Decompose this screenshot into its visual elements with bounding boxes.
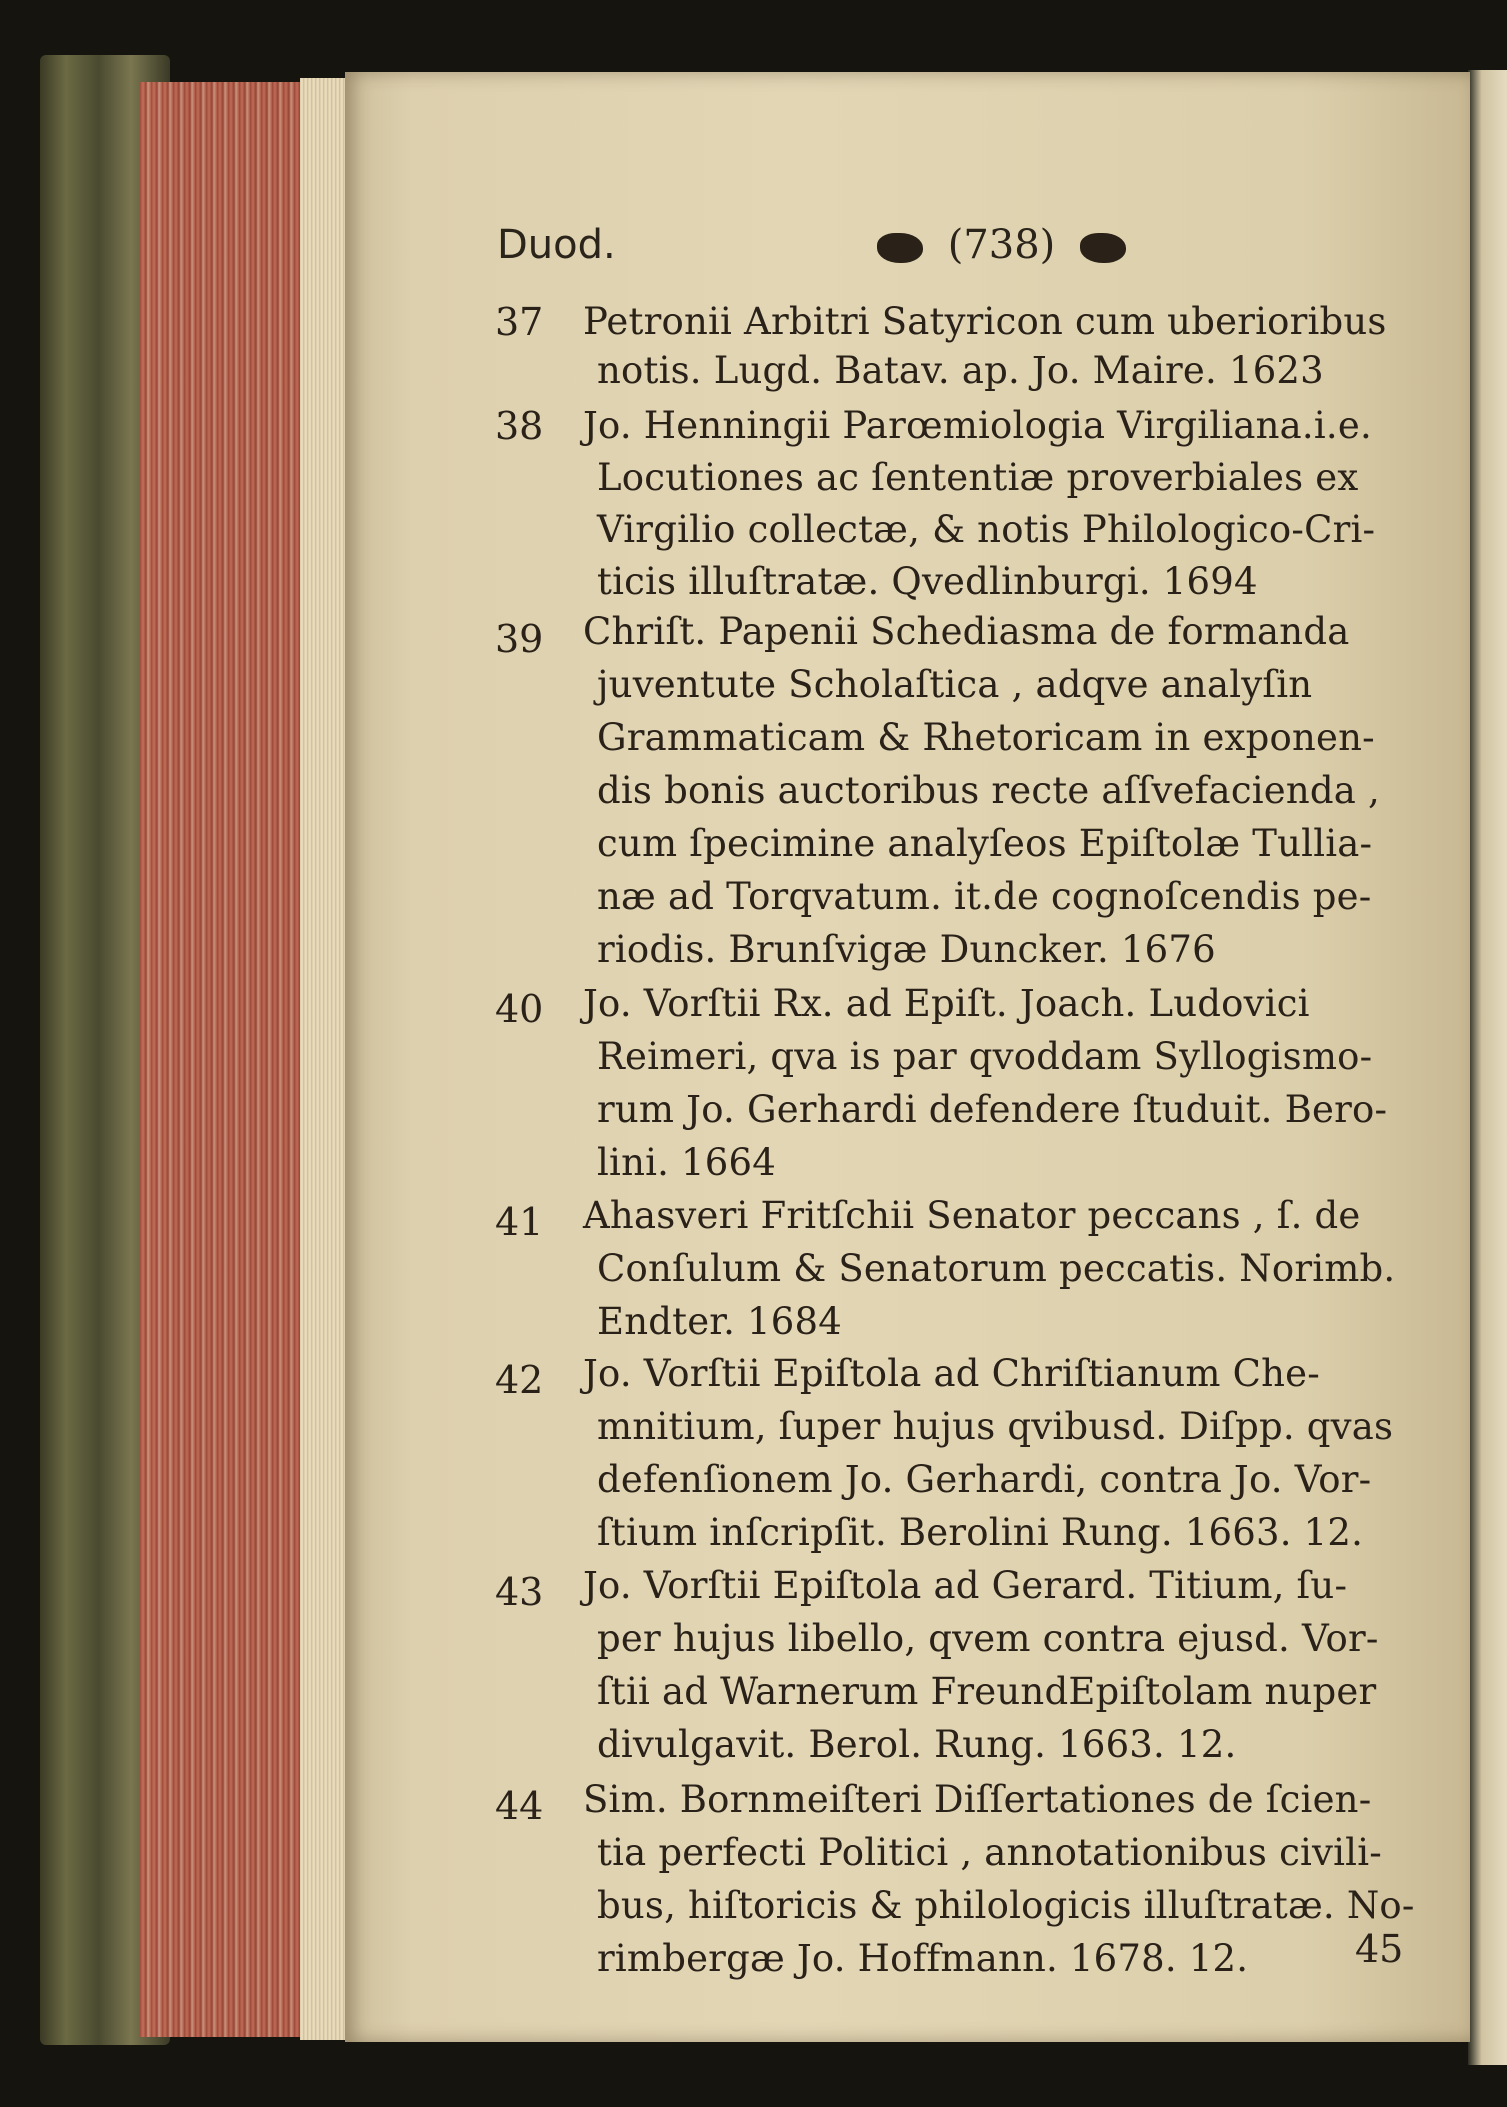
section-label: Duod. (497, 222, 616, 268)
entry-line: næ ad Torqvatum. it.de cognoſcendis pe- (597, 875, 1372, 918)
entry-line: bus, hiſtoricis & philologicis illuſtratæ. No- (597, 1884, 1415, 1927)
entry-line: Ahasveri Fritſchii Senator peccans , ſ. de (583, 1194, 1361, 1237)
entry-number: 43 (495, 1570, 544, 1614)
facing-page-edge (1468, 70, 1507, 2065)
book-page (345, 72, 1470, 2042)
entry-line: lini. 1664 (597, 1141, 777, 1184)
entry-line: Virgilio collectæ, & notis Philologico-Cri- (597, 508, 1376, 551)
entry-line: rimbergæ Jo. Hoffmann. 1678. 12. (597, 1937, 1249, 1980)
entry-line: ticis illuſtratæ. Qvedlinburgi. 1694 (597, 560, 1258, 603)
entry-number: 37 (495, 300, 544, 344)
entry-line: Chriſt. Papenii Schediasma de formanda (583, 610, 1350, 653)
entry-line: Petronii Arbitri Satyricon cum uberioribus (583, 300, 1387, 343)
entry-line: ſtii ad Warnerum FreundEpiſtolam nuper (597, 1670, 1377, 1713)
entry-number: 44 (495, 1784, 544, 1828)
entry-line: dis bonis auctoribus recte aſſvefacienda , (597, 769, 1380, 812)
entry-line: per hujus libello, qvem contra ejusd. Vor- (597, 1617, 1379, 1660)
page-edges-inner (300, 78, 348, 2040)
entry-line: notis. Lugd. Batav. ap. Jo. Maire. 1623 (597, 349, 1324, 392)
entry-line: Conſulum & Senatorum peccatis. Norimb. (597, 1247, 1396, 1290)
entry-line: divulgavit. Berol. Rung. 1663. 12. (597, 1723, 1237, 1766)
entry-line: Sim. Bornmeiſteri Diſſertationes de ſcien- (583, 1778, 1372, 1821)
entry-number: 38 (495, 404, 544, 448)
entry-line: Endter. 1684 (597, 1300, 842, 1343)
entry-line: ſtium inſcripſit. Berolini Rung. 1663. 12. (597, 1511, 1364, 1554)
entry-line: Reimeri, qva is par qvoddam Syllogismo- (597, 1035, 1373, 1078)
entry-line: cum ſpecimine analyſeos Epiſtolæ Tullia- (597, 822, 1373, 865)
entry-number: 41 (495, 1200, 544, 1244)
entry-line: Jo. Vorſtii Epiſtola ad Chriſtianum Che- (583, 1352, 1320, 1395)
entry-number: 42 (495, 1358, 544, 1402)
entry-line: Locutiones ac ſententiæ proverbiales ex (597, 456, 1359, 499)
entry-line: tia perfecti Politici , annotationibus civili- (597, 1831, 1382, 1874)
catalog-entries (345, 72, 1470, 2042)
entry-line: Jo. Vorſtii Epiſtola ad Gerard. Titium, ſu- (583, 1564, 1348, 1607)
entry-line: riodis. Brunſvigæ Duncker. 1676 (597, 928, 1216, 971)
entry-line: mnitium, ſuper hujus qvibusd. Diſpp. qvas (597, 1405, 1394, 1448)
entry-number: 40 (495, 987, 544, 1031)
entry-line: Jo. Henningii Parœmiologia Virgiliana.i.e. (583, 404, 1372, 447)
entry-line: defenſionem Jo. Gerhardi, contra Jo. Vor- (597, 1458, 1372, 1501)
catchword: 45 (1355, 1927, 1404, 1971)
entry-number: 39 (495, 617, 544, 661)
page-number: (738) (947, 222, 1056, 268)
entry-line: juventute Scholaſtica , adqve analyſin (597, 663, 1313, 706)
entry-line: rum Jo. Gerhardi defendere ſtuduit. Bero- (597, 1088, 1388, 1131)
entry-line: Jo. Vorſtii Rx. ad Epiſt. Joach. Ludovici (583, 982, 1310, 1025)
entry-line: Grammaticam & Rhetoricam in exponen- (597, 716, 1375, 759)
